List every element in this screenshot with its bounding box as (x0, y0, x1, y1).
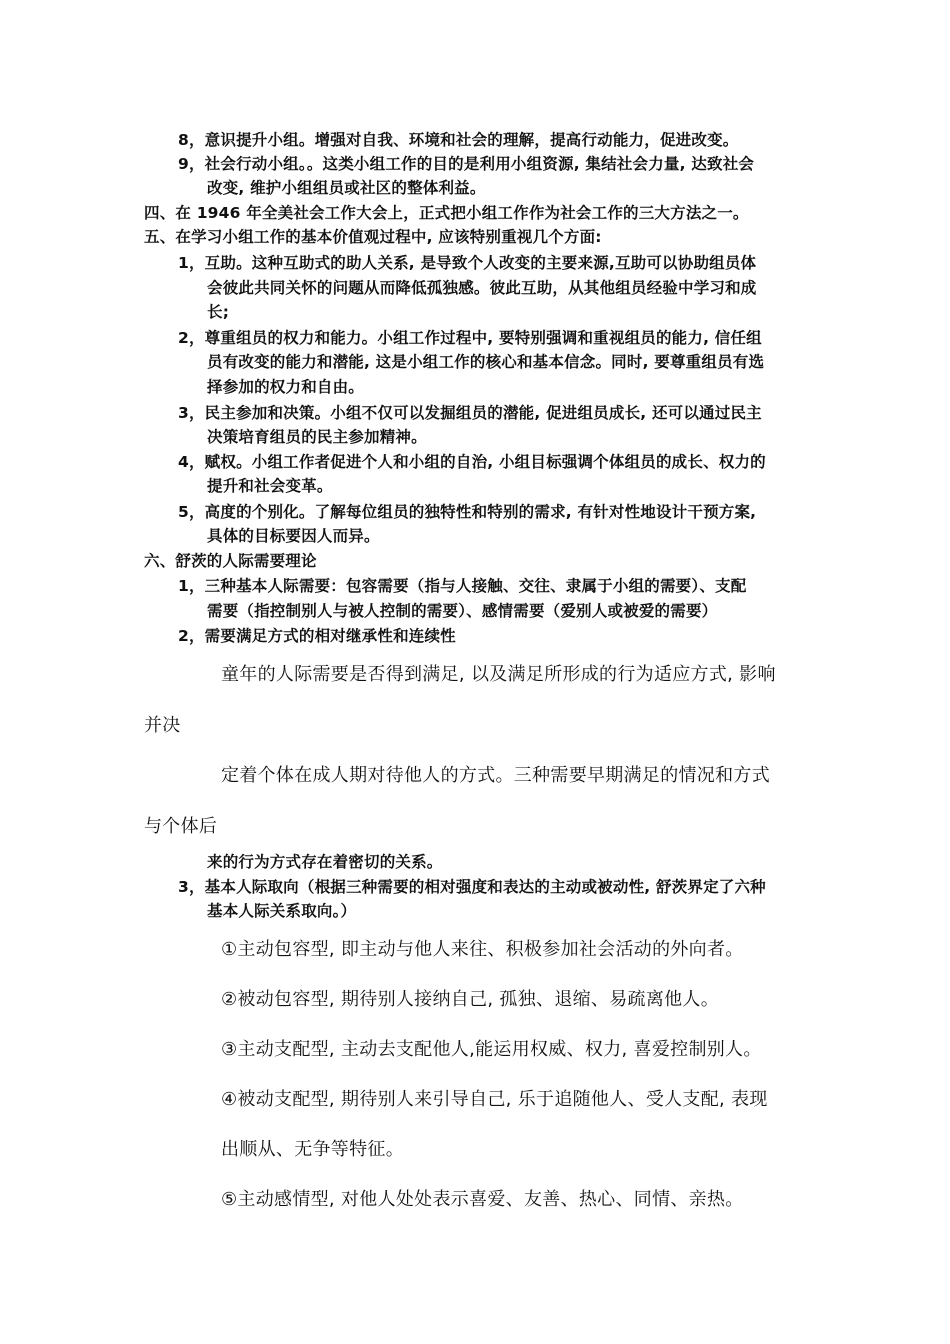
paragraph-line: 来的行为方式存在着密切的关系。 (207, 853, 443, 871)
item-9: 9，社会行动小组。。这类小组工作的目的是利用小组资源, 集结社会力量, 达致社会 (178, 155, 755, 173)
item-8: 8，意识提升小组。增强对自我、环境和社会的理解，提高行动能力，促进改变。 (178, 131, 739, 149)
item-5-2-cont: 择参加的权力和自由。 (207, 378, 365, 396)
paragraph-line: 与个体后 (144, 816, 218, 837)
item-5-1-cont: 会彼此共同关怀的问题从而降低孤独感。彼此互助，从其他组员经验中学习和成 (207, 279, 757, 297)
orientation-1: ①主动包容型, 即主动与他人来往、积极参加社会活动的外向者。 (221, 939, 744, 960)
item-6-1: 1，三种基本人际需要：包容需要（指与人接触、交往、隶属于小组的需要）、支配 (178, 577, 747, 595)
paragraph-line: 并决 (144, 715, 181, 736)
item-5-4: 4，赋权。小组工作者促进个人和小组的自治, 小组目标强调个体组员的成长、权力的 (178, 453, 766, 471)
item-5-1-cont: 长; (207, 303, 230, 321)
item-5-4-cont: 提升和社会变革。 (207, 477, 333, 495)
section-5-heading: 五、在学习小组工作的基本价值观过程中, 应该特别重视几个方面: (144, 228, 602, 246)
item-5-1: 1，互助。这种互助式的助人关系, 是导致个人改变的主要来源,互助可以协助组员体 (178, 254, 757, 272)
section-4: 四、在 1946 年全美社会工作大会上，正式把小组工作作为社会工作的三大方法之一。 (144, 204, 749, 222)
orientation-5: ⑤主动感情型, 对他人处处表示喜爱、友善、热心、同情、亲热。 (221, 1189, 744, 1210)
item-6-2: 2，需要满足方式的相对继承性和连续性 (178, 627, 456, 645)
item-5-3-cont: 决策培育组员的民主参加精神。 (207, 428, 427, 446)
paragraph-line: 定着个体在成人期对待他人的方式。三种需要早期满足的情况和方式 (221, 765, 770, 786)
item-9-cont: 改变, 维护小组组员或社区的整体利益。 (207, 179, 486, 197)
orientation-4-cont: 出顺从、无争等特征。 (221, 1139, 404, 1160)
paragraph-line: 童年的人际需要是否得到满足, 以及满足所形成的行为适应方式, 影响 (221, 664, 776, 685)
section-6-heading: 六、舒茨的人际需要理论 (144, 552, 317, 570)
item-6-3: 3，基本人际取向（根据三种需要的相对强度和表达的主动或被动性, 舒茨界定了六种 (178, 878, 766, 896)
item-6-3-cont: 基本人际关系取向。） (207, 902, 357, 920)
item-5-2: 2，尊重组员的权力和能力。小组工作过程中, 要特别强调和重视组员的能力, 信任组 (178, 329, 762, 347)
item-5-5-cont: 具体的目标要因人而异。 (207, 527, 380, 545)
item-5-5: 5，高度的个别化。了解每位组员的独特性和特别的需求, 有针对性地设计干预方案, (178, 503, 757, 521)
orientation-2: ②被动包容型, 期待别人接纳自己, 孤独、退缩、易疏离他人。 (221, 989, 720, 1010)
item-5-2-cont: 员有改变的能力和潜能, 这是小组工作的核心和基本信念。同时, 要尊重组员有选 (207, 353, 765, 371)
orientation-3: ③主动支配型, 主动去支配他人,能运用权威、权力, 喜爱控制别人。 (221, 1039, 762, 1060)
orientation-4: ④被动支配型, 期待别人来引导自己, 乐于追随他人、受人支配, 表现 (221, 1089, 768, 1110)
item-5-3: 3，民主参加和决策。小组不仅可以发掘组员的潜能, 促进组员成长, 还可以通过民主 (178, 404, 762, 422)
item-6-1-cont: 需要（指控制别人与被人控制的需要）、感情需要（爱别人或被爱的需要） (207, 602, 718, 620)
